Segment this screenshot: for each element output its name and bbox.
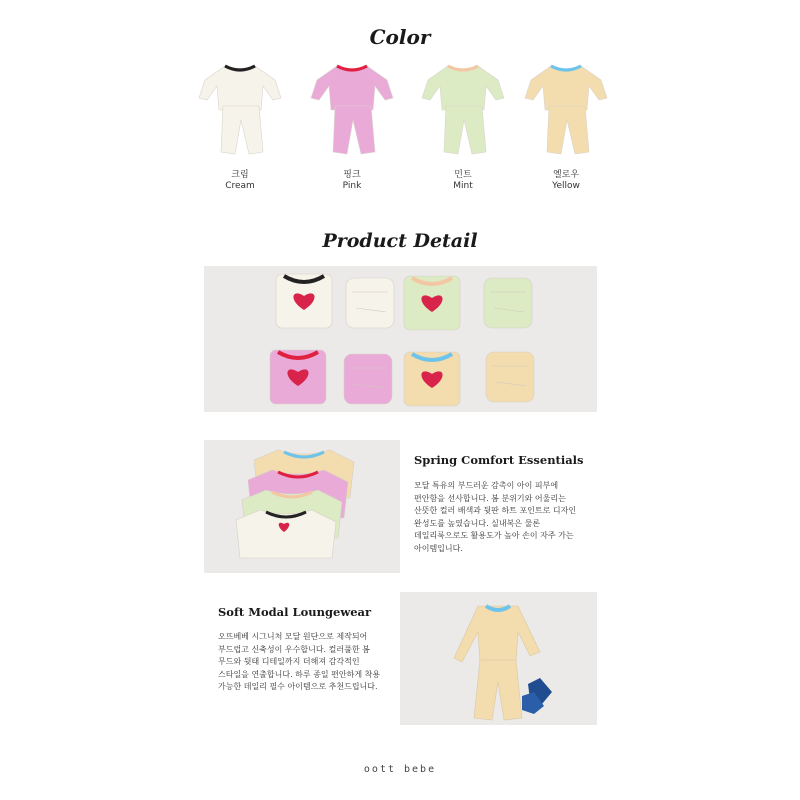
blue-socks (522, 678, 552, 714)
text-line: 부드럽고 신축성이 우수합니다. 컬러풀한 봄 (218, 644, 370, 654)
color-swatch-cream[interactable] (190, 60, 290, 192)
text-line: 아이템입니다. (414, 543, 463, 553)
color-name-english: Pink (342, 181, 362, 191)
color-heading: Color (369, 25, 431, 49)
section1-title: Spring Comfort Essentials (414, 453, 584, 467)
color-name-korean: 크림 (231, 170, 249, 180)
outfit-illustration (519, 60, 613, 160)
product-detail-photo (204, 266, 597, 412)
color-swatch-mint[interactable] (413, 60, 513, 192)
text-line: 편안함을 선사합니다. 봄 분위기와 어울리는 (414, 493, 566, 503)
text-line: 오뜨베베 시그니처 모달 원단으로 제작되어 (218, 632, 368, 641)
color-name-korean: 민트 (454, 170, 472, 180)
brand-logo: oott bebe (363, 764, 437, 775)
text-line: 모달 특유의 부드러운 감촉이 아이 피부에 (414, 481, 559, 490)
outfit-illustration (305, 60, 399, 160)
color-name-korean: 핑크 (343, 170, 361, 180)
color-name-english: Mint (453, 181, 473, 191)
outfit-illustration (193, 60, 287, 160)
folded-top (404, 352, 460, 406)
section2-body (218, 631, 393, 694)
folded-pants (346, 278, 394, 328)
color-name-korean: 옐로우 (552, 170, 580, 180)
text-line: 데일리룩으로도 활용도가 높아 손이 자주 가는 (414, 531, 574, 540)
folded-pants (484, 278, 532, 328)
section2-title: Soft Modal Loungewear (218, 605, 372, 619)
model-photo (400, 592, 597, 725)
color-name-english: Yellow (552, 181, 580, 191)
stacked-top (236, 510, 336, 558)
folded-top (276, 274, 332, 328)
text-line: 완성도를 높였습니다. 실내복은 물론 (414, 518, 541, 528)
folded-top (270, 350, 326, 404)
text-line: 가능한 데일리 필수 아이템으로 추천드립니다. (218, 682, 378, 691)
text-line: 스타일을 연출합니다. 하루 종일 편안하게 착용 (218, 669, 381, 679)
section1-body (414, 480, 589, 555)
text-line: 무드와 뒷태 디테일까지 더해져 감각적인 (218, 657, 360, 666)
color-swatch-yellow[interactable] (516, 60, 616, 192)
stacked-tops-photo (204, 440, 400, 573)
outfit-illustration (416, 60, 510, 160)
color-swatch-pink[interactable] (302, 60, 402, 192)
folded-top (404, 276, 460, 330)
product-detail-heading: Product Detail (322, 230, 478, 252)
folded-pants (344, 354, 392, 404)
text-line: 산뜻한 컬러 배색과 뒷판 하트 포인트로 디자인 (414, 506, 577, 515)
folded-pants (486, 352, 534, 402)
color-name-english: Cream (225, 181, 255, 191)
